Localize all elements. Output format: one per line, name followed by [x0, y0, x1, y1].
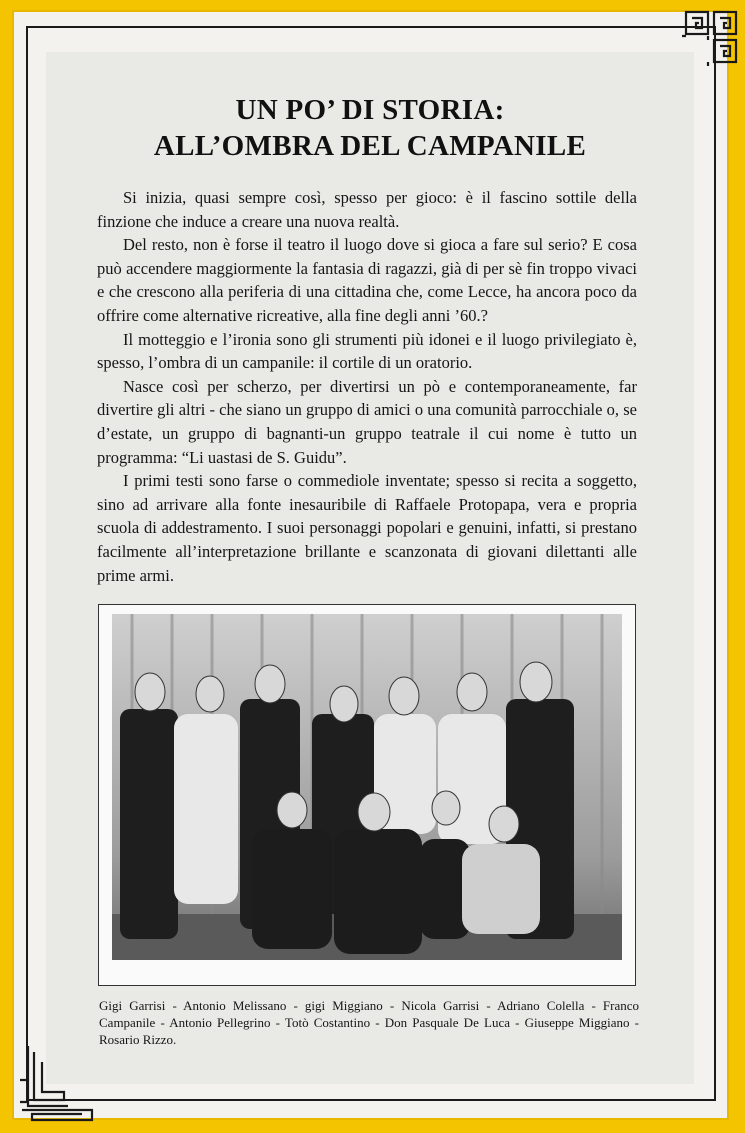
group-photo	[112, 614, 622, 960]
greek-key-corner-icon	[14, 1040, 104, 1128]
paragraph: Nasce così per scherzo, per divertirsi un pò e contemporaneamente, far divertire gli altri - che siano un gruppo di amici o una comunità parrocchiale o, se d’estate, un gruppo di bagnanti-un gruppo teatrale il cui nome è tutto un programma: “Li uastasi de S. Guidu”.	[97, 376, 637, 467]
paragraph: Si inizia, quasi sempre così, spesso per gioco: è il fascino sottile della finzione che induce a creare una nuova realtà.	[97, 188, 637, 231]
article-body	[97, 186, 637, 587]
photo-caption: Gigi Garrisi - Antonio Melissano - gigi Miggiano - Nicola Garrisi - Adriano Colella - Franco Campanile - Antonio Pellegrino - Totò Costantino - Don Pasquale De Luca - Giuseppe Miggiano - Rosario Rizzo.	[99, 998, 639, 1047]
article-title	[70, 92, 670, 164]
title-line-2: ALL’OMBRA DEL CAMPANILE	[153, 130, 587, 162]
greek-key-corner-icon	[680, 8, 742, 70]
paragraph: I primi testi sono farse o commediole inventate; spesso si recita a soggetto, sino ad arrivare alla fonte inesauribile di Raffaele Protopapa, vera e propria scuola di addestramento. I suoi personaggi popolari e genuini, infatti, si prestano facilmente all’interpretazione brillante e scanzonata di giovani dilettanti alle prime armi.	[97, 471, 637, 585]
paragraph: Del resto, non è forse il teatro il luogo dove si gioca a fare sul serio? E cosa può accendere maggiormente la fantasia di ragazzi, già di per sè fin troppo vivaci e che crescono alla periferia di una cittadina che, come Lecce, ha ancora poco da offrire come alternative ricreative, alla fine degli anni ’60.?	[97, 235, 637, 325]
title-line-1: UN PO’ DI STORIA:	[235, 94, 505, 126]
paragraph: Il motteggio e l’ironia sono gli strumenti più idonei e il luogo privilegiato è, spesso, l’ombra di un campanile: il cortile di un oratorio.	[97, 329, 637, 373]
